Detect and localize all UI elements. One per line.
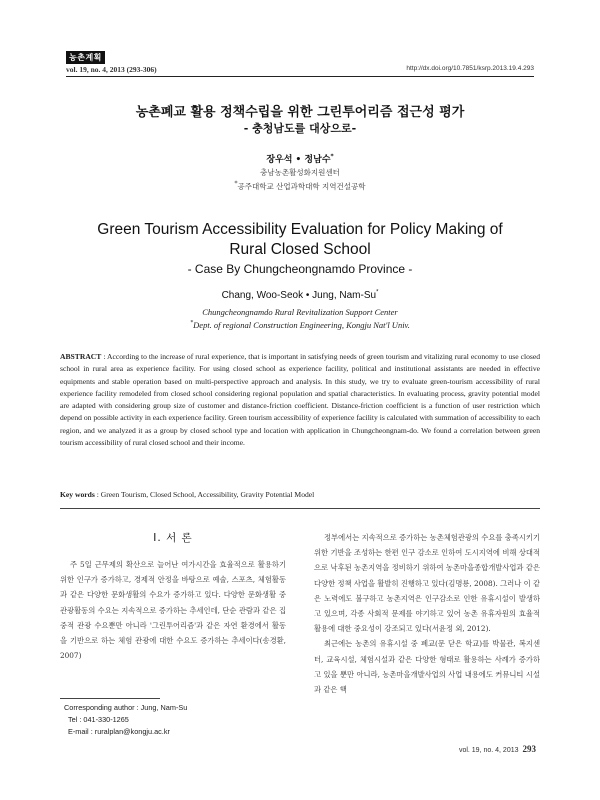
subtitle-korean: - 충청남도를 대상으로-	[243, 122, 357, 135]
keywords-divider	[60, 508, 540, 509]
title-english-line2: Rural Closed School	[229, 241, 371, 258]
abstract-text: : According to the increase of rural experience, that is important in satisfying needs of green tourism and vitalizing rural economy to use closed school in rural area as experience facility. For using closed school as experience facility, political and institutional assistants are needed in effective equipments and stable operation based on multi-perspective approach and analysis. In this study, we try to evaluate green-tourism accessibility of rural experience facility remodeled from closed school considering regional population and spatial characteristics. In evaluating process, gravity potential model are adapted with considering group size of customer and distance-friction coefficient. Distance-friction coefficient is a function of user restriction which depend on possible activity in each experience facility. Green tourism accessibility of experience facility is calculated with summation of accessibility to each region, and we analyzed it as a group by closed school type and location with application in Chungcheongnam-do. We found a correlation between green tourism accessibility of rural closed school and their income.	[60, 352, 540, 448]
body-paragraph-2: 최근에는 농촌의 유휴시설 중 폐교(문 닫은 학교)를 박물관, 복지센터, 교육시설, 체험시설과 같은 다양한 형태로 활용하는 사례가 증가하고 있을 뿐만 아니라, 농촌마을개발사업의 사업 내용에도 커뮤니티 시설과 같은 핵	[314, 639, 540, 695]
page-number: 293	[522, 744, 536, 754]
abstract-label: ABSTRACT	[60, 352, 102, 361]
section-heading: Ⅰ. 서 론	[153, 532, 193, 544]
authors-english-names: Chang, Woo-Seok • Jung, Nam-Su	[221, 290, 377, 301]
intro-paragraph: 주 5일 근무제의 확산으로 늘어난 여가시간을 효율적으로 활용하기 위한 인구가 증가하고, 경제적 안정을 바탕으로 예술, 스포츠, 체험활동과 같은 다양한 문화생활의 수요가 증가하고 있다. 다양한 문화생활 중 관광활동의 수요는 지속적으로 증가하는 추세인데, 단순 관람과 같은 집중적 관광 수요뿐만 아니라 '그린투어리즘'과 같은 자연 환경에서 활동을 기반으로 하는 체험 관광에 대한 수요도 증가하는 추세이다(송경환, 2007)	[60, 560, 286, 661]
corresponding-author-name: Corresponding author : Jung, Nam-Su	[64, 703, 188, 712]
keywords	[60, 490, 540, 499]
title-korean: 농촌폐교 활용 정책수립을 위한 그린투어리즘 접근성 평가	[135, 105, 465, 120]
affiliation-english-2	[66, 320, 534, 330]
authors-english	[66, 290, 534, 301]
right-column	[314, 530, 540, 697]
title-english	[66, 220, 534, 260]
title-english-line1: Green Tourism Accessibility Evaluation for Policy Making of	[97, 221, 503, 238]
corresponding-author-tel: Tel : 041-330-1265	[68, 715, 129, 724]
header-divider	[66, 76, 534, 77]
authors-korean-mark: *	[330, 153, 334, 160]
keywords-text: : Green Tourism, Closed School, Accessibility, Gravity Potential Model	[94, 490, 315, 499]
corresponding-author	[64, 702, 187, 738]
affiliation-english-2-text: Dept. of regional Construction Engineering, Kongju Nat'l Univ.	[193, 320, 410, 330]
left-column	[60, 530, 286, 663]
footnote-divider	[60, 698, 160, 699]
affiliation-english-2-mark: *	[190, 320, 194, 327]
footer-meta: vol. 19, no. 4, 2013	[458, 747, 519, 754]
page-footer	[459, 744, 536, 754]
affiliation-korean-2	[66, 181, 534, 192]
affiliation-korean-2-text: 공주대학교 산업과학대학 지역건설공학	[237, 182, 366, 191]
keywords-label: Key words	[60, 490, 95, 499]
journal-meta: vol. 19, no. 4, 2013 (293-306)	[66, 65, 157, 74]
affiliation-korean-2-mark: *	[234, 180, 238, 188]
authors-korean-names: 장우석 • 정남수	[266, 155, 331, 165]
body-paragraph-1: 정부에서는 지속적으로 증가하는 농촌체험관광의 수요를 충족시키기 위한 기반을 조성하는 한편 인구 감소로 인하여 도시지역에 비해 상대적으로 낙후된 농촌지역을 정비하기 위하여 농촌마을종합개발사업과 같은 다양한 정책 사업을 활발히 진행하고 있다(김명룡, 2008). 그러나 이 같은 노력에도 불구하고 농촌지역은 인구감소로 인한 유휴시설이 발생하고 있으며, 각종 사회적 문제를 야기하고 있어 농촌 유휴자원의 효율적 활용에 대한 중요성이 강조되고 있다(서윤정 외, 2012).	[314, 533, 541, 634]
abstract	[60, 351, 540, 449]
authors-english-mark: *	[376, 289, 379, 296]
affiliation-english-1: Chungcheongnamdo Rural Revitalization Support Center	[202, 307, 398, 317]
journal-tag: 농촌계획	[66, 51, 105, 64]
doi-link[interactable]: http://dx.doi.org/10.7851/ksrp.2013.19.4.293	[406, 65, 534, 72]
subtitle-english: - Case By Chungcheongnamdo Province -	[187, 262, 413, 276]
corresponding-author-email[interactable]: E-mail : ruralplan@kongju.ac.kr	[68, 727, 170, 736]
authors-korean	[66, 152, 534, 165]
affiliation-korean-1: 충남농촌활성화지원센터	[260, 168, 340, 177]
